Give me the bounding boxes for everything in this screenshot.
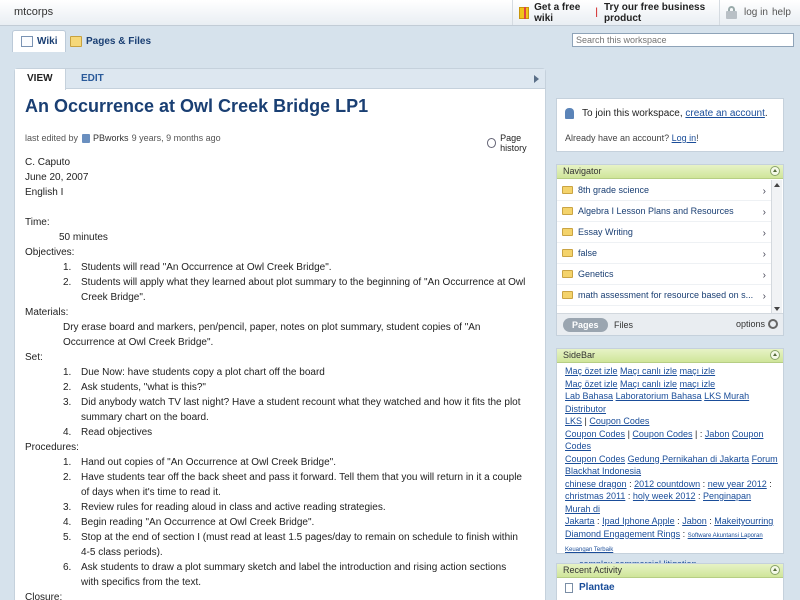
sidebar-link[interactable]: Maçı canlı izle: [620, 366, 678, 376]
sidebar-link[interactable]: Laboratorium Bahasa: [615, 391, 702, 401]
list-item: 1. Hand out copies of "An Occurrence at Owl Creek Bridge".: [63, 457, 336, 468]
folder-icon: [562, 228, 573, 236]
site-name[interactable]: mtcorps: [14, 6, 54, 18]
join-row: [565, 108, 768, 119]
link-separator: :: [709, 516, 712, 526]
link-separator: :: [702, 478, 706, 489]
doc-heading: Set:: [25, 352, 43, 363]
sidebar-link[interactable]: Coupon Codes: [565, 428, 764, 451]
list-item: 3. Review rules for reading aloud in class and active reading strategies.: [63, 502, 386, 513]
page-icon: [565, 583, 573, 593]
doc-line: 50 minutes: [59, 232, 108, 243]
link-separator: :: [597, 516, 600, 526]
folder-icon: [562, 186, 573, 194]
sidebar-link[interactable]: LKS Murah: [704, 391, 750, 401]
scroll-down-icon[interactable]: [774, 307, 780, 311]
user-icon: [565, 108, 574, 119]
promo-bar: [512, 0, 720, 25]
link-separator: :: [629, 478, 632, 489]
tab-view[interactable]: VIEW: [15, 69, 66, 90]
link-separator: |: [627, 428, 630, 439]
sidebar-link[interactable]: Diamond Engagement Rings: [565, 528, 681, 539]
last-edited-info: [25, 133, 221, 143]
collapse-icon[interactable]: [770, 350, 780, 360]
tab-pages[interactable]: Pages: [563, 318, 608, 332]
sidebar-link[interactable]: Lab Bahasa: [565, 391, 614, 401]
navigator-scrollbar[interactable]: [771, 180, 782, 314]
sidebar-header: [557, 349, 783, 363]
link-separator: :: [769, 478, 772, 489]
page-history-label: Page history: [500, 133, 527, 153]
navigator-panel: [556, 164, 784, 336]
link-separator: |: [694, 428, 698, 439]
pbworks-icon: [82, 134, 90, 143]
expand-arrow-icon[interactable]: [534, 75, 539, 83]
folder-icon: [562, 270, 573, 278]
wiki-icon: [21, 36, 33, 47]
sidebar-link[interactable]: Coupon Codes: [589, 416, 650, 426]
sidebar-link[interactable]: new year 2012: [707, 478, 767, 489]
list-item: 2. Students will apply what they learned about plot summary to the beginning of "An Occurrence at Owl: [63, 277, 526, 288]
sidebar-link[interactable]: Maçı canlı izle: [620, 378, 678, 389]
list-item: 2. Have students tear off the back sheet and pass it forward. Tell them that you will return in it a couple: [63, 472, 522, 483]
recent-activity-item[interactable]: [565, 582, 615, 593]
view-edit-tabs: [15, 69, 545, 89]
have-account-text: Already have an account?: [565, 133, 670, 143]
chevron-right-icon: ›: [762, 249, 766, 260]
doc-heading: Time:: [25, 217, 50, 228]
navigator-header: [557, 165, 783, 179]
page-content: [25, 155, 537, 600]
doc-heading: Procedures:: [25, 442, 79, 453]
login-link[interactable]: log in: [744, 7, 768, 18]
tab-edit[interactable]: EDIT: [81, 73, 104, 84]
sidebar-link[interactable]: holy week 2012: [632, 491, 696, 501]
login-row: [565, 133, 699, 143]
clock-icon: [487, 138, 496, 148]
create-account-link[interactable]: create an account: [685, 108, 765, 119]
sidebar-link[interactable]: maçı izle: [679, 378, 716, 389]
sidebar-login-link[interactable]: Log in: [671, 133, 697, 143]
recent-activity-header: [557, 564, 783, 578]
list-item-cont: summary chart on the board.: [81, 412, 209, 423]
folder-icon: [562, 291, 573, 299]
sidebar-link[interactable]: Distributor: [565, 403, 607, 414]
sidebar-link[interactable]: LKS: [565, 416, 583, 426]
join-dot: .: [764, 108, 768, 119]
recent-activity-panel: [556, 563, 784, 600]
list-item: 1. Due Now: have students copy a plot chart off the board: [63, 367, 325, 378]
help-link[interactable]: help: [772, 7, 791, 18]
collapse-icon[interactable]: [770, 565, 780, 575]
folder-icon: [562, 249, 573, 257]
sidebar-link[interactable]: Ipad Iphone Apple: [602, 516, 675, 526]
scroll-up-icon[interactable]: [774, 183, 780, 187]
top-bar: [0, 0, 800, 26]
navigator-list: [557, 180, 771, 306]
chevron-right-icon: ›: [762, 270, 766, 281]
list-item: 2. Ask students, "what is this?": [63, 382, 206, 393]
tab-pages-files[interactable]: [62, 30, 159, 52]
doc-line: English I: [25, 187, 64, 198]
page-history-link[interactable]: [487, 133, 545, 153]
tab-files[interactable]: Files: [614, 320, 634, 330]
recent-activity-label: Plantae: [579, 582, 615, 593]
navigator-title: Navigator: [563, 166, 602, 176]
chevron-right-icon: ›: [762, 186, 766, 197]
doc-line: Occurrence at Owl Creek Bridge".: [63, 337, 214, 348]
nav-folder-item[interactable]: Essay Writing ›: [557, 222, 771, 243]
last-edited-prefix: last edited by: [25, 133, 79, 143]
doc-line: Dry erase board and markers, pen/pencil, paper, notes on plot summary, student copies of "An: [63, 322, 481, 333]
promo-separator: |: [595, 7, 598, 18]
workspace-tabs: [0, 27, 800, 52]
login-excl: !: [696, 133, 699, 143]
doc-line: June 20, 2007: [25, 172, 89, 183]
link-separator: :: [699, 428, 703, 439]
nav-folder-item[interactable]: false ›: [557, 243, 771, 264]
get-free-wiki-link[interactable]: Get a free wiki: [534, 1, 581, 24]
tab-pages-files-label: Pages & Files: [86, 35, 152, 47]
recent-activity-title: Recent Activity: [563, 565, 623, 575]
sidebar-link[interactable]: Jakarta: [565, 516, 595, 526]
folder-icon: [70, 36, 82, 47]
link-separator: |: [584, 416, 587, 426]
sidebar-link[interactable]: Forum: [751, 453, 778, 464]
chevron-right-icon: ›: [762, 291, 766, 302]
sidebar-title: SideBar: [563, 350, 596, 360]
list-item-cont: of days when it's time to read it.: [81, 487, 221, 498]
last-edited-by[interactable]: PBworks: [93, 133, 129, 143]
sidebar-link[interactable]: christmas 2011: [565, 491, 626, 501]
list-item: 4. Read objectives: [63, 427, 153, 438]
last-edited-when: 9 years, 9 months ago: [131, 133, 221, 143]
nav-folder-item[interactable]: Algebra I Lesson Plans and Resources ›: [557, 201, 771, 222]
doc-heading: Objectives:: [25, 247, 75, 258]
search-input[interactable]: [572, 33, 794, 47]
sidebar-link[interactable]: Coupon Codes: [565, 453, 626, 464]
list-item-cont: with specifics from the text.: [81, 577, 202, 588]
sidebar-link[interactable]: chinese dragon: [565, 478, 627, 489]
navigator-footer: [557, 313, 783, 335]
nav-folder-item[interactable]: math assessment for resource based on s... ›: [557, 285, 771, 306]
list-item: 5. Stop at the end of section I (must read at least 1.5 pages/day to remain on schedule to finish within: [63, 532, 518, 543]
main-panel: [14, 68, 546, 600]
list-item-cont: 4-5 class periods).: [81, 547, 163, 558]
options-link[interactable]: options: [735, 319, 765, 329]
page-title: An Occurrence at Owl Creek Bridge LP1: [25, 96, 369, 116]
list-item: 4. Begin reading "An Occurrence at Owl Creek Bridge".: [63, 517, 315, 528]
join-text: To join this workspace,: [582, 108, 683, 119]
gear-icon[interactable]: [768, 319, 778, 329]
link-separator: :: [682, 528, 686, 539]
sidebar-link[interactable]: Makeityourring: [714, 516, 774, 526]
sidebar-link[interactable]: Coupon Codes: [565, 428, 626, 439]
sidebar-link[interactable]: Jabon: [704, 428, 730, 439]
sidebar-link[interactable]: Maç özet izle: [565, 378, 618, 389]
list-item: 6. Ask students to draw a plot summary sketch and label the introduction and rising action sections: [63, 562, 507, 573]
link-separator: :: [697, 491, 701, 501]
link-separator: :: [627, 491, 631, 501]
folder-icon: [562, 207, 573, 215]
sidebar-panel: [556, 348, 784, 554]
collapse-icon[interactable]: [770, 166, 780, 176]
sidebar-link[interactable]: Penginapan Murah di: [565, 491, 752, 514]
free-business-link[interactable]: Try our free business product: [604, 1, 706, 24]
sidebar-link[interactable]: Jabon: [682, 516, 707, 526]
doc-line: C. Caputo: [25, 157, 71, 168]
sidebar-link[interactable]: Software Akuntansi Laporan Keuangan Terbaik: [565, 532, 763, 553]
chevron-right-icon: ›: [762, 228, 766, 239]
sidebar-link[interactable]: Maç özet izle: [565, 366, 618, 376]
tab-wiki-label: Wiki: [37, 36, 58, 47]
nav-folder-item[interactable]: 8th grade science ›: [557, 180, 771, 201]
sidebar-link[interactable]: Gedung Pernikahan di Jakarta: [627, 453, 750, 464]
sidebar-link[interactable]: Coupon Codes: [632, 428, 693, 439]
list-item: 1. Students will read "An Occurrence at Owl Creek Bridge".: [63, 262, 332, 273]
tab-wiki[interactable]: [12, 30, 66, 52]
sidebar-link[interactable]: Blackhat Indonesia: [565, 466, 642, 476]
join-workspace-box: [556, 98, 784, 152]
chevron-right-icon: ›: [762, 207, 766, 218]
link-separator: :: [677, 516, 680, 526]
list-item-cont: Creek Bridge".: [81, 292, 146, 303]
lock-icon: [726, 6, 737, 19]
sidebar-link[interactable]: maçı izle: [679, 366, 716, 376]
list-item: 3. Did anybody watch TV last night? Have a student recount what they watched and how it fits the plot: [63, 397, 521, 408]
doc-heading: Closure:: [25, 592, 63, 600]
sidebar-link[interactable]: 2012 countdown: [634, 478, 701, 489]
gift-icon: [519, 7, 529, 19]
doc-heading: Materials:: [25, 307, 69, 318]
sidebar-content: [565, 365, 779, 583]
doc-blank: [25, 200, 537, 215]
nav-folder-item[interactable]: Genetics ›: [557, 264, 771, 285]
